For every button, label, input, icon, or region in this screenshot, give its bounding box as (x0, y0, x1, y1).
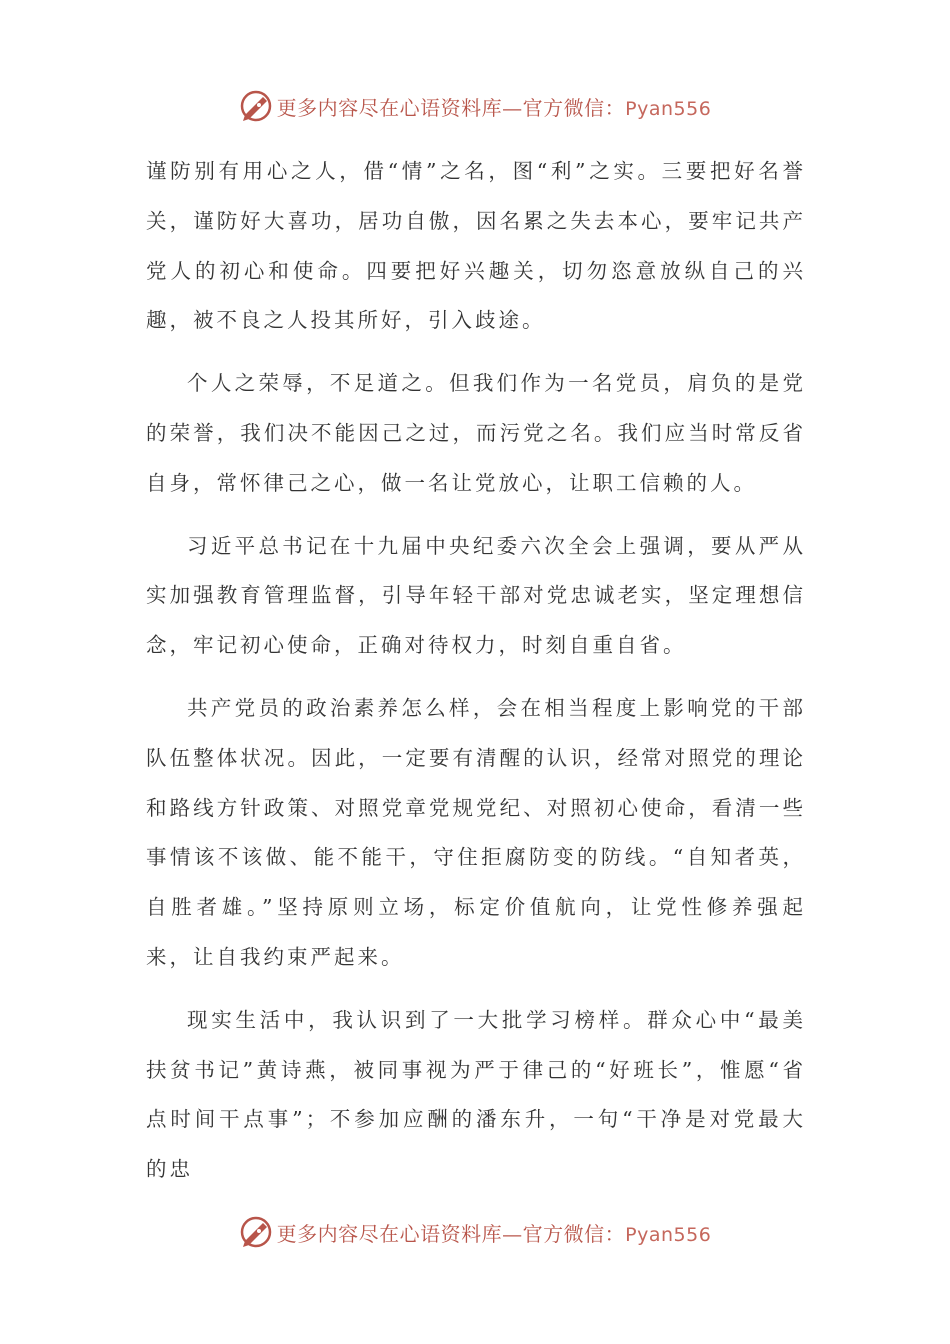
paragraph-1: 谨防别有用心之人，借“情”之名，图“利”之实。三要把好名誉关，谨防好大喜功，居功自傲，因名累之失去本心，要牢记共产党人的初心和使命。四要把好兴趣关，切勿恣意放纵自己的兴趣，被不良之人投其所好，引入歧途。 (146, 159, 806, 333)
header-banner-wechat-id: Pyan556 (625, 97, 712, 120)
header-banner (0, 86, 950, 126)
footer-banner-text (277, 1218, 712, 1247)
header-banner-text (277, 92, 712, 121)
pen-logo-icon (239, 89, 273, 123)
footer-banner-cn: 更多内容尽在心语资料库—官方微信： (276, 1221, 626, 1246)
paragraph-2: 个人之荣辱，不足道之。但我们作为一名党员，肩负的是党的荣誉，我们决不能因己之过，而污党之名。我们应当时常反省自身，常怀律己之心，做一名让党放心，让职工信赖的人。 (146, 371, 806, 495)
pen-logo-icon (239, 1215, 273, 1249)
paragraph-5: 现实生活中，我认识到了一大批学习榜样。群众心中“最美扶贫书记”黄诗燕，被同事视为严于律己的“好班长”，惟愿“省点时间干点事”；不参加应酬的潘东升，一句“干净是对党最大的忠 (146, 1007, 806, 1182)
footer-banner-wechat-id: Pyan556 (625, 1223, 712, 1246)
paragraph-4: 共产党员的政治素养怎么样，会在相当程度上影响党的干部队伍整体状况。因此，一定要有清醒的认识，经常对照党的理论和路线方针政策、对照党章党规党纪、对照初心使命，看清一些事情该不该做、能不能干，守住拒腐防变的防线。“自知者英，自胜者雄。”坚持原则立场，标定价值航向，让党性修养强起来，让自我约束严起来。 (146, 695, 806, 969)
document-body (146, 147, 806, 1208)
paragraph-3: 习近平总书记在十九届中央纪委六次全会上强调，要从严从实加强教育管理监督，引导年轻干部对党忠诚老实，坚定理想信念，牢记初心使命，正确对待权力，时刻自重自省。 (146, 533, 806, 658)
header-banner-cn: 更多内容尽在心语资料库—官方微信： (276, 95, 626, 120)
footer-banner (0, 1212, 950, 1252)
